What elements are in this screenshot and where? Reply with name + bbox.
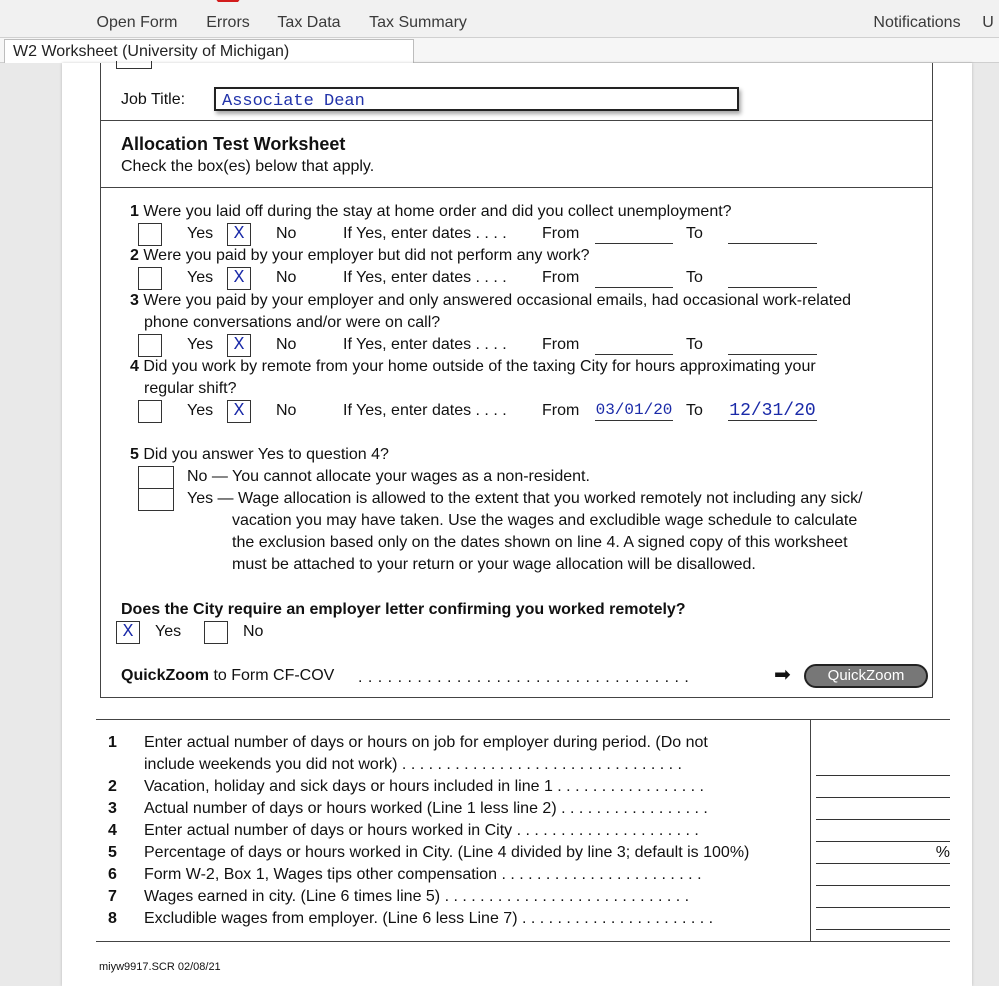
line-text2: include weekends you did not work) . . . . . . . . . . . . . . . . . . . . . . . . . . . . . . . . <box>144 756 682 773</box>
question-line1: Did you work by remote from your home outside of the taxing City for hours approximating your <box>143 358 816 375</box>
question-yes-label: Yes <box>187 225 214 242</box>
question-text <box>130 203 732 221</box>
line-text: Actual number of days or hours worked (Line 1 less line 2) . . . . . . . . . . . . . . . . . <box>144 800 708 817</box>
overflow-button[interactable] <box>978 0 998 38</box>
q5-yes-text: Yes — Wage allocation is allowed to the extent that you worked remotely not including any sick/ <box>187 490 863 507</box>
question-from-label: From <box>542 402 580 419</box>
form-page <box>62 63 972 986</box>
question-line2: phone conversations and/or were on call? <box>144 314 441 331</box>
question-to-field[interactable] <box>728 224 817 244</box>
question-from-field[interactable]: 03/01/20 <box>595 401 673 419</box>
question-if-yes: If Yes, enter dates . . . . <box>343 336 507 353</box>
box-right-border <box>932 63 933 697</box>
question-from-label: From <box>542 225 580 242</box>
question-line1: Were you paid by your employer but did not perform any work? <box>143 247 590 264</box>
question-to-label: To <box>686 402 703 419</box>
line-number: 8 <box>108 910 117 927</box>
question-to-field[interactable]: 12/31/20 <box>729 401 816 421</box>
line-text: Vacation, holiday and sick days or hours included in line 1 . . . . . . . . . . . . . . . . . <box>144 778 704 795</box>
question-to-label: To <box>686 336 703 353</box>
tax-data-button[interactable] <box>272 0 346 38</box>
q5-yes-line2: vacation you may have taken. Use the wages and excludible wage schedule to calculate <box>232 512 858 529</box>
question-yes-checkbox[interactable] <box>138 223 162 246</box>
notifications-label: Notifications <box>873 14 961 31</box>
notifications-button[interactable] <box>862 0 972 38</box>
line-text: Percentage of days or hours worked in City. (Line 4 divided by line 3; default is 100%) <box>144 844 750 861</box>
footer-code: miyw9917.SCR 02/08/21 <box>99 961 221 973</box>
question-no-label: No <box>276 225 297 242</box>
question-line2: regular shift? <box>144 380 237 397</box>
toolbar <box>0 0 999 38</box>
lines-top-rule <box>96 719 950 720</box>
q5-yes-checkbox[interactable] <box>138 488 174 511</box>
line-amount-field[interactable] <box>816 888 950 908</box>
errors-button[interactable] <box>198 0 258 38</box>
allocation-subtitle: Check the box(es) below that apply. <box>121 158 375 175</box>
question-line1: Were you laid off during the stay at home order and did you collect unemployment? <box>143 203 732 220</box>
question-if-yes: If Yes, enter dates . . . . <box>343 269 507 286</box>
question-no-label: No <box>276 402 297 419</box>
line-number: 3 <box>108 800 117 817</box>
divider-1 <box>100 120 933 121</box>
line-text: Enter actual number of days or hours worked in City . . . . . . . . . . . . . . . . . . . . . <box>144 822 699 839</box>
line-amount-field[interactable] <box>816 778 950 798</box>
question-no-label: No <box>276 269 297 286</box>
question-no-checkbox[interactable]: X <box>227 400 251 423</box>
line-text: Enter actual number of days or hours on job for employer during period. (Do not <box>144 734 708 751</box>
job-title-value: Associate Dean <box>222 92 365 111</box>
q5-yes-line3: the exclusion based only on the dates shown on line 4. A signed copy of this worksheet <box>232 534 848 551</box>
tax-data-label: Tax Data <box>277 14 341 31</box>
line-amount-field[interactable] <box>816 844 950 864</box>
employer-letter-yes-label: Yes <box>155 623 182 640</box>
line-amount-field[interactable] <box>816 910 950 930</box>
q5-question: Did you answer Yes to question 4? <box>143 446 389 463</box>
errors-label: Errors <box>206 14 250 31</box>
bar-chart-icon <box>285 0 333 6</box>
open-form-label: Open Form <box>96 14 178 31</box>
quickzoom-dots: . . . . . . . . . . . . . . . . . . . . . . . . . . . . . . . . . . <box>358 669 690 686</box>
open-form-icon <box>117 0 157 6</box>
line-text: Excludible wages from employer. (Line 6 less Line 7) . . . . . . . . . . . . . . . . . . . . . . <box>144 910 714 927</box>
question-number: 1 <box>130 203 139 220</box>
tab-bar <box>0 38 999 63</box>
question-yes-checkbox[interactable] <box>138 400 162 423</box>
line-suffix: % <box>935 844 950 861</box>
employer-letter-question: Does the City require an employer letter confirming you worked remotely? <box>121 601 686 618</box>
line-number: 5 <box>108 844 117 861</box>
question-yes-checkbox[interactable] <box>138 334 162 357</box>
question-if-yes: If Yes, enter dates . . . . <box>343 402 507 419</box>
line-amount-field[interactable] <box>816 800 950 820</box>
question-to-label: To <box>686 269 703 286</box>
quickzoom-label-bold: QuickZoom <box>121 667 210 684</box>
question-yes-label: Yes <box>187 269 214 286</box>
line-number: 1 <box>108 734 117 751</box>
tab-w2-worksheet[interactable]: W2 Worksheet (University of Michigan) <box>4 39 414 63</box>
question-from-field[interactable] <box>595 224 673 244</box>
employer-letter-no-label: No <box>243 623 264 640</box>
question-no-checkbox[interactable]: X <box>227 267 251 290</box>
quickzoom-label-rest: to Form CF-COV <box>209 667 335 684</box>
open-form-button[interactable] <box>90 0 184 38</box>
question-yes-checkbox[interactable] <box>138 267 162 290</box>
line-text: Wages earned in city. (Line 6 times line 5) . . . . . . . . . . . . . . . . . . . . . . . . . . . . <box>144 888 690 905</box>
lines-column-divider <box>810 719 811 941</box>
line-amount-field[interactable] <box>816 756 950 776</box>
quickzoom-button[interactable]: QuickZoom <box>804 664 928 688</box>
question-number: 2 <box>130 247 139 264</box>
job-title-label: Job Title: <box>121 91 186 108</box>
question-from-label: From <box>542 269 580 286</box>
question-no-checkbox[interactable]: X <box>227 223 251 246</box>
question-to-field[interactable] <box>728 268 817 288</box>
divider-2 <box>100 187 933 188</box>
question-text <box>130 358 816 376</box>
q5-text <box>130 446 389 464</box>
employer-letter-yes-checkbox[interactable]: X <box>116 621 140 644</box>
arrow-right-icon: ➡ <box>774 664 791 686</box>
tax-summary-icon <box>396 0 440 6</box>
question-no-checkbox[interactable]: X <box>227 334 251 357</box>
q5-yes-line4: must be attached to your return or your wage allocation will be disallowed. <box>232 556 756 573</box>
question-from-field[interactable] <box>595 335 673 355</box>
box-left-border <box>100 63 101 697</box>
employer-letter-no-checkbox[interactable] <box>204 621 228 644</box>
question-number: 3 <box>130 292 139 309</box>
tax-summary-button[interactable] <box>362 0 474 38</box>
partial-checkbox[interactable] <box>116 61 152 69</box>
lines-bottom-rule <box>96 941 950 942</box>
question-to-label: To <box>686 225 703 242</box>
overflow-label: U <box>982 14 994 31</box>
q5-number: 5 <box>130 446 139 463</box>
question-number: 4 <box>130 358 139 375</box>
line-number: 6 <box>108 866 117 883</box>
q5-no-checkbox[interactable] <box>138 466 174 489</box>
question-from-label: From <box>542 336 580 353</box>
question-to-field[interactable] <box>728 335 817 355</box>
question-text <box>130 292 851 310</box>
line-text: Form W-2, Box 1, Wages tips other compensation . . . . . . . . . . . . . . . . . . . . . . . <box>144 866 702 883</box>
question-no-label: No <box>276 336 297 353</box>
job-title-input[interactable] <box>214 87 739 111</box>
line-amount-field[interactable] <box>816 866 950 886</box>
line-number: 4 <box>108 822 117 839</box>
line-amount-field[interactable] <box>816 822 950 842</box>
question-line1: Were you paid by your employer and only answered occasional emails, had occasional work-related <box>143 292 851 309</box>
errors-icon <box>211 0 245 6</box>
line-number: 7 <box>108 888 117 905</box>
question-if-yes: If Yes, enter dates . . . . <box>343 225 507 242</box>
question-yes-label: Yes <box>187 336 214 353</box>
q5-no-text: No — You cannot allocate your wages as a non-resident. <box>187 468 590 485</box>
question-yes-label: Yes <box>187 402 214 419</box>
question-from-field[interactable] <box>595 268 673 288</box>
line-number: 2 <box>108 778 117 795</box>
allocation-title: Allocation Test Worksheet <box>121 134 346 154</box>
quickzoom-label <box>121 667 334 685</box>
tax-summary-label: Tax Summary <box>369 14 467 31</box>
box-bottom-border <box>100 697 933 698</box>
question-text <box>130 247 590 265</box>
